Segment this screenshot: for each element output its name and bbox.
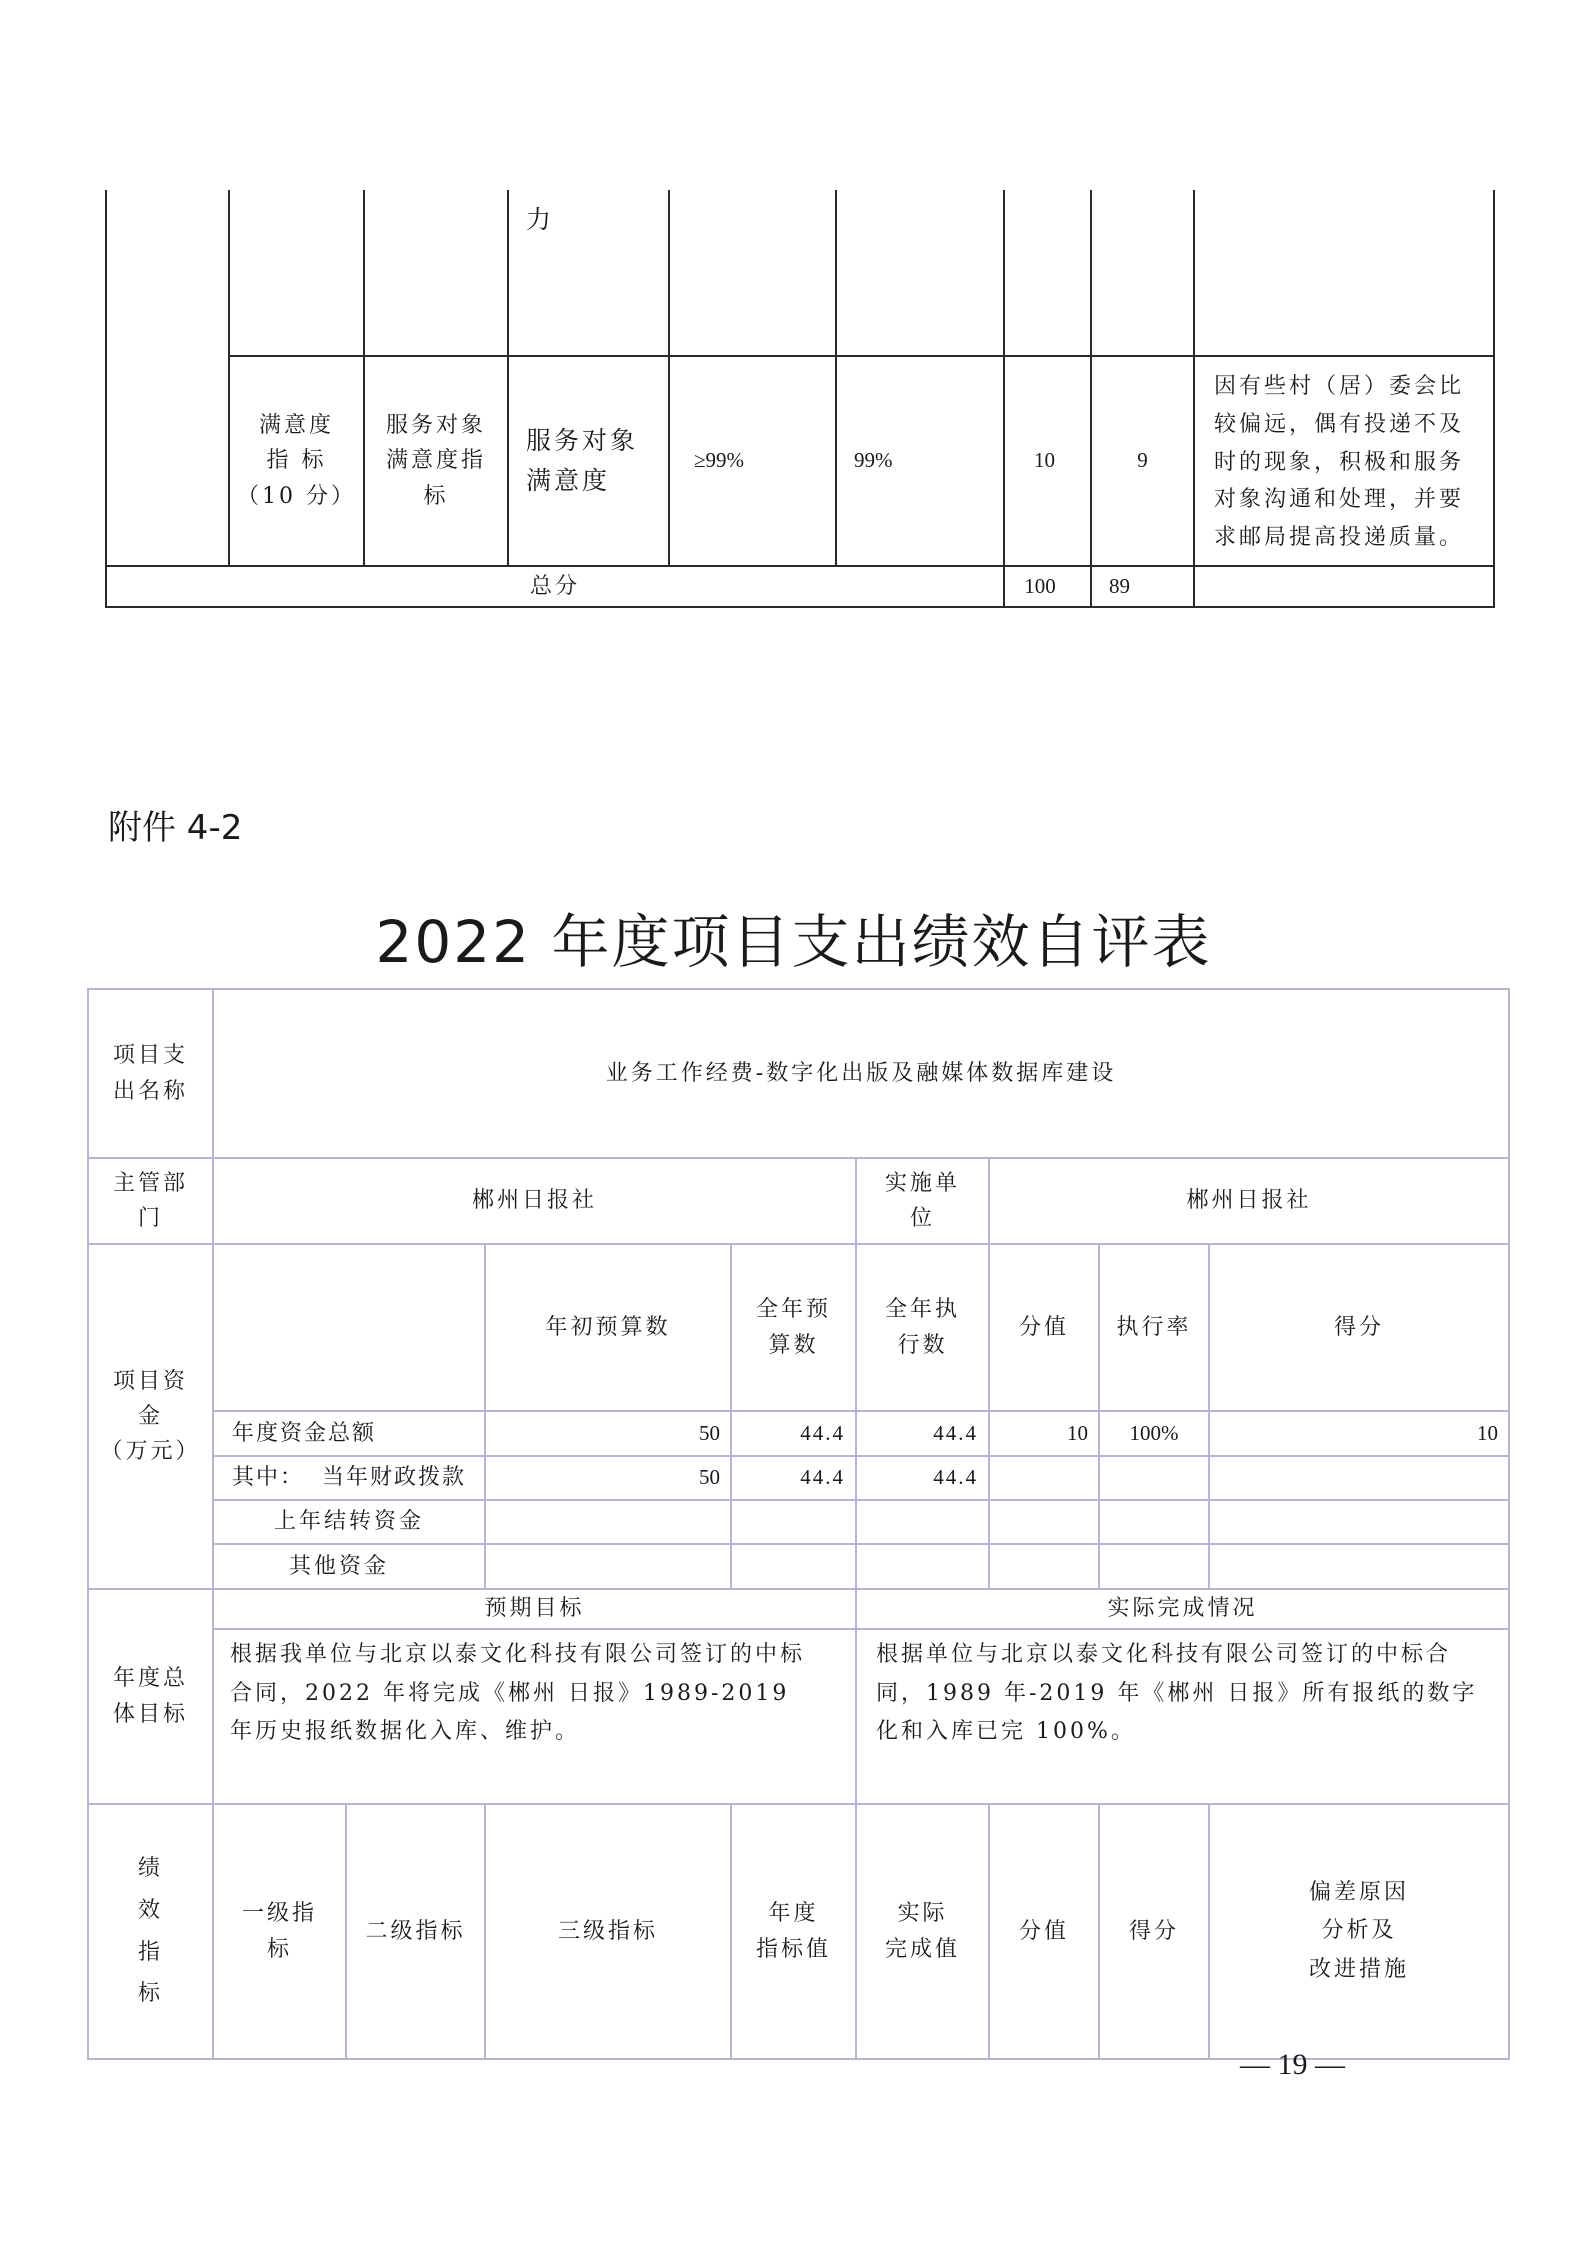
unit-label: 实施单 位 xyxy=(884,1170,960,1231)
funds-row-full: 44.4 xyxy=(800,1465,845,1490)
total-full: 100 xyxy=(1024,574,1056,599)
funds-row-label: 其中： 当年财政拨款 xyxy=(232,1465,466,1491)
funds-row-score: 10 xyxy=(1477,1420,1498,1445)
perf-header-l1: 一级指 标 xyxy=(241,1901,317,1962)
funds-header-rate: 执行率 xyxy=(1116,1314,1192,1340)
funds-row-label: 上年结转资金 xyxy=(273,1509,424,1535)
perf-header-actual: 实际 完成值 xyxy=(884,1901,960,1962)
satisfaction-score: 9 xyxy=(1137,448,1148,473)
funds-header-score: 得分 xyxy=(1333,1314,1384,1340)
funds-label: 项目资 金 （万元） xyxy=(100,1368,201,1465)
satisfaction-target: ≥99% xyxy=(694,448,745,473)
goal-actual-label: 实际完成情况 xyxy=(1107,1596,1258,1622)
funds-header-weight: 分值 xyxy=(1018,1314,1069,1340)
funds-row-label: 其他资金 xyxy=(288,1553,389,1579)
funds-row-full: 44.4 xyxy=(800,1420,845,1445)
continued-text: 力 xyxy=(525,205,554,234)
goal-expected-text: 根据我单位与北京以泰文化科技有限公司签订的中标合同，2022 年将完成《郴州 日报》1989-2019 年历史报纸数据化入库、维护。 xyxy=(230,1642,806,1744)
project-name-label: 项目支 出名称 xyxy=(112,1043,188,1104)
perf-header-score: 得分 xyxy=(1128,1918,1179,1944)
perf-header-reason: 偏差原因 分析及 改进措施 xyxy=(1308,1879,1409,1982)
funds-row-initial: 50 xyxy=(699,1420,720,1445)
satisfaction-full-score: 10 xyxy=(1034,448,1055,473)
funds-row-initial: 50 xyxy=(699,1465,720,1490)
funds-row-executed: 44.4 xyxy=(933,1420,978,1445)
perf-header-l3: 三级指标 xyxy=(557,1918,658,1944)
page-number: — 19 — xyxy=(1240,2048,1345,2081)
satisfaction-actual: 99% xyxy=(854,448,893,473)
satisfaction-level3: 服务对象 满意度 xyxy=(526,426,639,495)
attachment-label: 附件 4-2 xyxy=(108,808,243,848)
project-name: 业务工作经费-数字化出版及融媒体数据库建设 xyxy=(605,1060,1117,1086)
funds-row-weight: 10 xyxy=(1067,1420,1088,1445)
total-label: 总分 xyxy=(529,574,580,600)
goal-actual-text: 根据单位与北京以泰文化科技有限公司签订的中标合同，1989 年-2019 年《郴州 日报》所有报纸的数字化和入库已完 100%。 xyxy=(876,1642,1478,1744)
funds-row-rate: 100% xyxy=(1129,1420,1179,1445)
unit-value: 郴州日报社 xyxy=(1186,1188,1312,1214)
funds-header-executed: 全年执 行数 xyxy=(884,1297,960,1358)
dept-label: 主管部 门 xyxy=(112,1170,188,1231)
perf-header-l2: 二级指标 xyxy=(365,1918,466,1944)
perf-header-weight: 分值 xyxy=(1018,1918,1069,1944)
perf-label: 绩 效 指 标 xyxy=(137,1855,163,2007)
satisfaction-reason: 因有些村（居）委会比较偏远，偶有投递不及时的现象，积极和服务对象沟通和处理，并要求邮局提高投递质量。 xyxy=(1214,373,1465,551)
funds-header-initial: 年初预算数 xyxy=(545,1314,671,1340)
goal-label: 年度总 体目标 xyxy=(112,1666,188,1727)
funds-row-executed: 44.4 xyxy=(933,1465,978,1490)
perf-header-target: 年度 指标值 xyxy=(755,1901,831,1962)
goal-expected-label: 预期目标 xyxy=(484,1596,585,1622)
dept-value: 郴州日报社 xyxy=(471,1188,597,1214)
page-title: 2022 年度项目支出绩效自评表 xyxy=(375,908,1212,976)
satisfaction-level2: 服务对象 满意度指 标 xyxy=(385,413,486,509)
total-score: 89 xyxy=(1109,574,1130,599)
funds-header-full: 全年预 算数 xyxy=(755,1297,831,1358)
satisfaction-level1: 满意度 指 标 （10 分） xyxy=(237,413,356,509)
funds-row-label: 年度资金总额 xyxy=(232,1420,377,1446)
